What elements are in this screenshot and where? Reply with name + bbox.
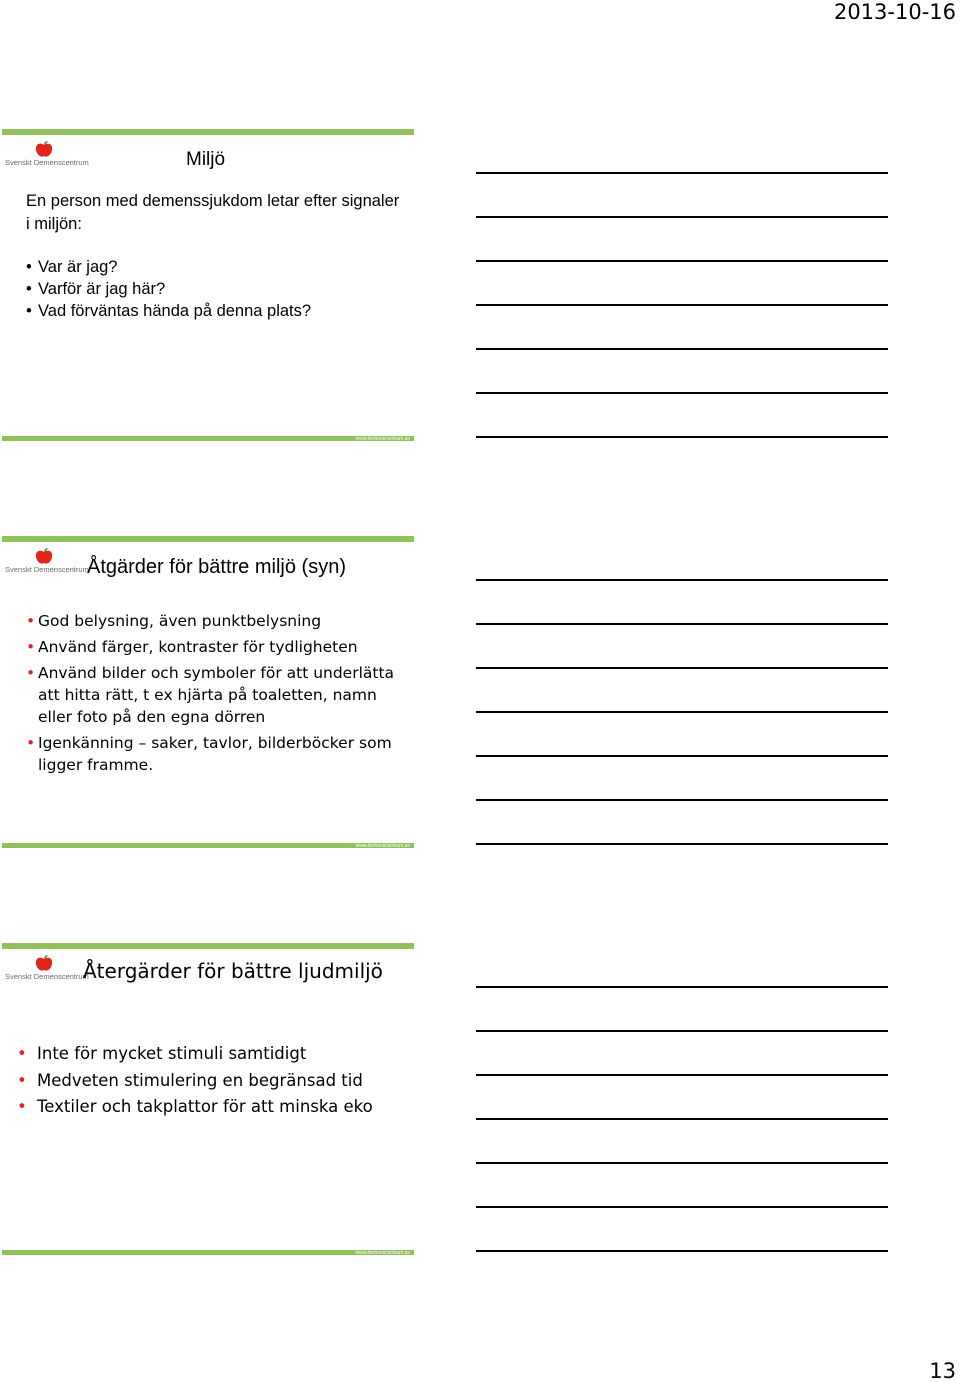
slide-1 (0, 129, 414, 441)
list-item: • Medveten stimulering en begränsad tid (17, 1068, 411, 1095)
apple-logo-icon (35, 548, 53, 565)
list-item: • Använd bilder och symboler för att underlätta att hitta rätt, t ex hjärta på toaletten, namn eller foto på den egna dörren (26, 662, 410, 728)
bullet-list (26, 256, 311, 322)
note-line (476, 1074, 888, 1076)
logo-name: Svenskt Demenscentrum (5, 972, 89, 981)
note-line (476, 436, 888, 438)
list-item: • Var är jag? (26, 256, 311, 278)
logo (5, 548, 89, 576)
list-item: • God belysning, även punktbelysning (26, 610, 410, 632)
note-line (476, 1206, 888, 1208)
note-line (476, 392, 888, 394)
note-line (476, 755, 888, 757)
list-item: • Vad förväntas hända på denna plats? (26, 300, 311, 322)
note-line (476, 667, 888, 669)
note-line (476, 623, 888, 625)
slide-top-bar (2, 536, 414, 542)
list-item: • Inte för mycket stimuli samtidigt (17, 1041, 411, 1068)
slide-top-bar (2, 943, 414, 949)
slide-intro: En person med demenssjukdom letar efter signaler i miljön: (26, 192, 400, 233)
slide-title: Miljö (186, 149, 226, 170)
note-line (476, 304, 888, 306)
list-item: • Textiler och takplattor för att minska eko (17, 1094, 411, 1121)
note-line (476, 1162, 888, 1164)
slide-title: Återgärder för bättre ljudmiljö (83, 959, 383, 983)
list-item: • Använd färger, kontraster för tydligheten (26, 636, 410, 658)
slide-bottom-bar (2, 436, 414, 441)
note-line (476, 1118, 888, 1120)
page-number: 13 (929, 1359, 956, 1383)
logo (5, 141, 89, 169)
apple-logo-icon (35, 141, 53, 158)
slide-3 (0, 943, 414, 1255)
slide-top-bar (2, 129, 414, 135)
bullet-list (17, 1041, 411, 1121)
logo-name: Svenskt Demenscentrum (5, 158, 89, 167)
note-line (476, 1250, 888, 1252)
note-line (476, 1030, 888, 1032)
logo (5, 955, 89, 983)
notes-lines (476, 172, 888, 480)
note-line (476, 260, 888, 262)
note-line (476, 799, 888, 801)
note-line (476, 172, 888, 174)
slide-2 (0, 536, 414, 848)
list-item: • Igenkänning – saker, tavlor, bilderböcker som ligger framme. (26, 732, 410, 776)
bullet-list (26, 610, 410, 780)
list-item: • Varför är jag här? (26, 278, 311, 300)
slide-bottom-bar (2, 1250, 414, 1255)
note-line (476, 843, 888, 845)
note-line (476, 986, 888, 988)
note-line (476, 711, 888, 713)
slide-bottom-bar (2, 843, 414, 848)
slide-url: www.demenscentrum.se (355, 436, 410, 442)
notes-lines (476, 986, 888, 1294)
apple-logo-icon (35, 955, 53, 972)
logo-name: Svenskt Demenscentrum (5, 565, 89, 574)
slide-url: www.demenscentrum.se (355, 1250, 410, 1256)
notes-lines (476, 579, 888, 887)
slide-title: Åtgärder för bättre miljö (syn) (87, 556, 346, 578)
note-line (476, 348, 888, 350)
note-line (476, 579, 888, 581)
note-line (476, 216, 888, 218)
slide-url: www.demenscentrum.se (355, 843, 410, 849)
print-date: 2013-10-16 (833, 0, 956, 24)
